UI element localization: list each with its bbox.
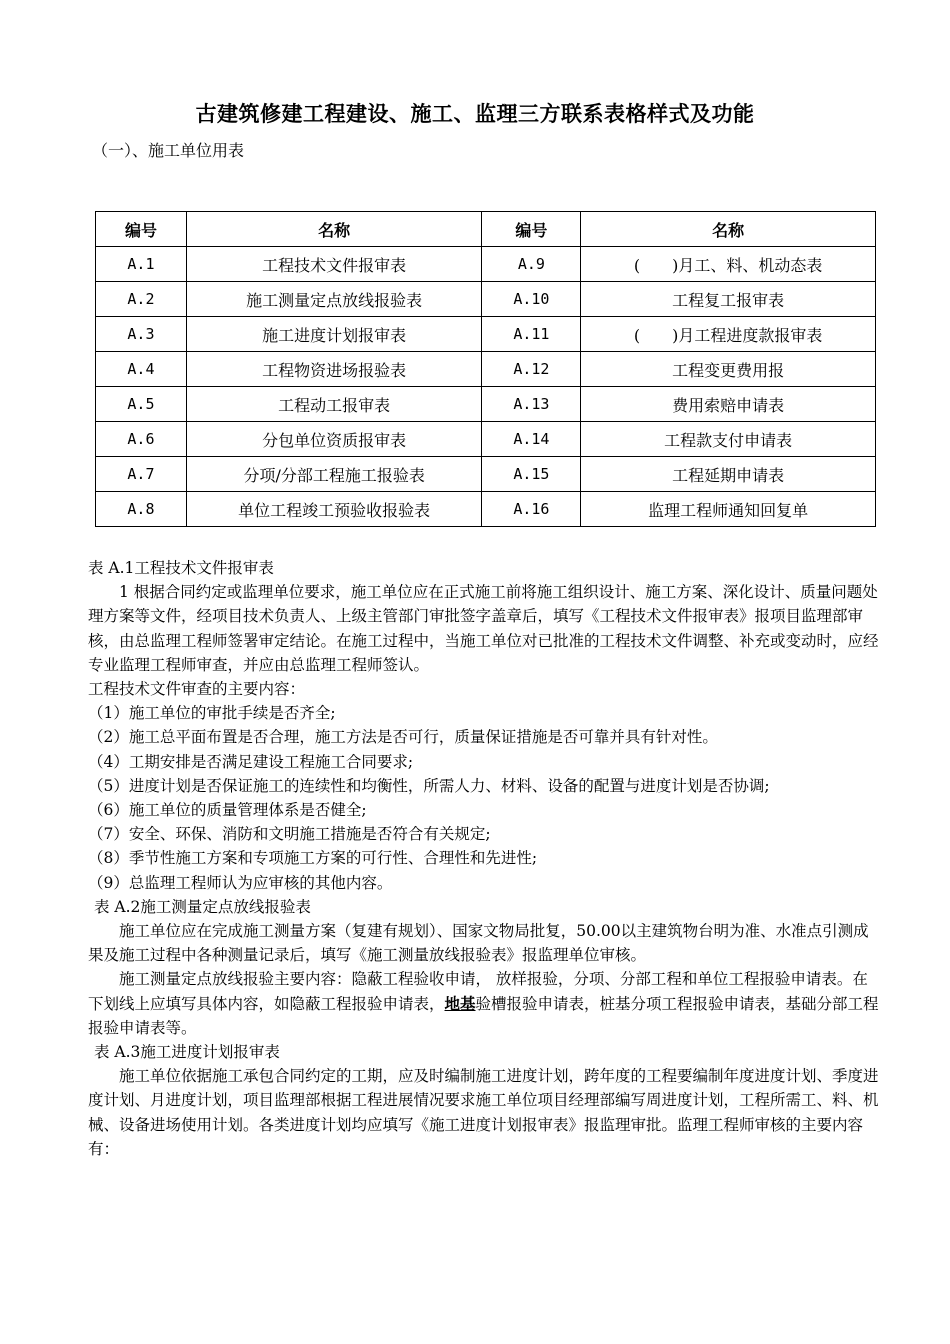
- form-code: A.12: [482, 352, 581, 387]
- table-row: [96, 387, 876, 422]
- list-item: （6）施工单位的质量管理体系是否健全;: [88, 801, 367, 820]
- form-code: A.15: [482, 457, 581, 492]
- form-name: 施工进度计划报审表: [186, 317, 482, 352]
- paragraph-a3: 施工单位依据施工承包合同约定的工期，应及时编制施工进度计划，跨年度的工程要编制年度进度计划、季度进度计划、月进度计划，项目监理部根据工程进展情况要求施工单位项目经理部编写周进度计划，工程所需工、料、机械、设备进场使用计划。各类进度计划均应填写《施工进度计划报审表》报监理审批。监理工程师审核的主要内容有：: [88, 1067, 879, 1158]
- form-name: ( )月工、料、机动态表: [581, 247, 876, 282]
- paragraph-a2-1: 施工单位应在完成施工测量方案（复建有规划）、国家文物局批复，50.00以主建筑物台明为准、水准点引测成果及施工过程中各种测量记录后，填写《施工测量放线报验表》报监理单位审核。: [88, 922, 869, 965]
- form-code: A.4: [96, 352, 187, 387]
- paragraph-a2-2: [88, 967, 882, 1040]
- form-name: 工程动工报审表: [186, 387, 482, 422]
- header-code: 编号: [96, 212, 187, 247]
- table-header-row: [96, 212, 876, 247]
- underlined-term: 地基: [444, 993, 476, 1013]
- table-row: [96, 422, 876, 457]
- form-name: 工程款支付申请表: [581, 422, 876, 457]
- list-item: （4）工期安排是否满足建设工程施工合同要求;: [88, 752, 414, 771]
- form-name: ( )月工程进度款报审表: [581, 317, 876, 352]
- form-name: 监理工程师通知回复单: [581, 492, 876, 527]
- form-code: A.9: [482, 247, 581, 282]
- list-item: （5）进度计划是否保证施工的连续性和均衡性，所需人力、材料、设备的配置与进度计划是否协调;: [88, 776, 770, 795]
- list-item: （7）安全、环保、消防和文明施工措施是否符合有关规定;: [88, 825, 491, 844]
- form-code: A.2: [96, 282, 187, 317]
- paragraph-a1: 1 根据合同约定或监理单位要求，施工单位应在正式施工前将施工组织设计、施工方案、深化设计、质量问题处理方案等文件，经项目技术负责人、上级主管部门审批签字盖章后，填写《工程技术文件报审表》报项目监理部审核，由总监理工程师签署审定结论。在施工过程中，当施工单位对已批准的工程技术文件调整、补充或变动时，应经专业监理工程师审查，并应由总监理工程师签认。: [88, 583, 879, 674]
- form-code: A.13: [482, 387, 581, 422]
- section-heading-a1: 表 A.1工程技术文件报审表: [88, 559, 274, 577]
- form-code: A.14: [482, 422, 581, 457]
- form-code: A.7: [96, 457, 187, 492]
- paragraph-a2-2-text: 施工测量定点放线报验主要内容：隐蔽工程验收申请， 放样报验，分项、分部工程和单位工程报验申请表。在下划线上应填写具体内容，如隐蔽工程报验申请表，: [88, 970, 868, 1013]
- review-intro: 工程技术文件审查的主要内容：: [88, 680, 306, 699]
- section-subtitle: （一）、施工单位用表: [92, 141, 245, 160]
- list-item: （8）季节性施工方案和专项施工方案的可行性、合理性和先进性;: [88, 849, 538, 868]
- form-code: A.1: [96, 247, 187, 282]
- header-code: 编号: [482, 212, 581, 247]
- form-name: 单位工程竣工预验收报验表: [186, 492, 482, 527]
- document-body: [88, 556, 882, 1161]
- form-code: A.8: [96, 492, 187, 527]
- header-name: 名称: [186, 212, 482, 247]
- form-code: A.16: [482, 492, 581, 527]
- table-row: [96, 317, 876, 352]
- table-row: [96, 282, 876, 317]
- table-row: [96, 247, 876, 282]
- form-name: 费用索赔申请表: [581, 387, 876, 422]
- paragraph-a2-2-tail: 验槽报验申请表，桩基分项工程报验申请表，基础分部工程报验申请表等。: [88, 994, 879, 1037]
- form-name: 分项/分部工程施工报验表: [186, 457, 482, 492]
- form-code: A.5: [96, 387, 187, 422]
- table-row: [96, 352, 876, 387]
- table-row: [96, 492, 876, 527]
- list-item: （2）施工总平面布置是否合理，施工方法是否可行，质量保证措施是否可靠并具有针对性。: [88, 728, 718, 747]
- form-name: 工程技术文件报审表: [186, 247, 482, 282]
- header-name: 名称: [581, 212, 876, 247]
- form-index-table: [95, 211, 876, 527]
- section-heading-a3: 表 A.3施工进度计划报审表: [94, 1043, 280, 1062]
- form-code: A.10: [482, 282, 581, 317]
- form-code: A.11: [482, 317, 581, 352]
- section-heading-a2: 表 A.2施工测量定点放线报验表: [94, 897, 311, 916]
- form-name: 工程延期申请表: [581, 457, 876, 492]
- list-item: （1）施工单位的审批手续是否齐全;: [88, 704, 336, 723]
- page-title: 古建筑修建工程建设、施工、监理三方联系表格样式及功能: [195, 102, 755, 126]
- form-code: A.6: [96, 422, 187, 457]
- form-name: 分包单位资质报审表: [186, 422, 482, 457]
- form-name: 工程物资进场报验表: [186, 352, 482, 387]
- list-item: （9）总监理工程师认为应审核的其他内容。: [88, 873, 393, 892]
- form-code: A.3: [96, 317, 187, 352]
- form-name: 工程变更费用报: [581, 352, 876, 387]
- table-row: [96, 457, 876, 492]
- form-name: 工程复工报审表: [581, 282, 876, 317]
- form-name: 施工测量定点放线报验表: [186, 282, 482, 317]
